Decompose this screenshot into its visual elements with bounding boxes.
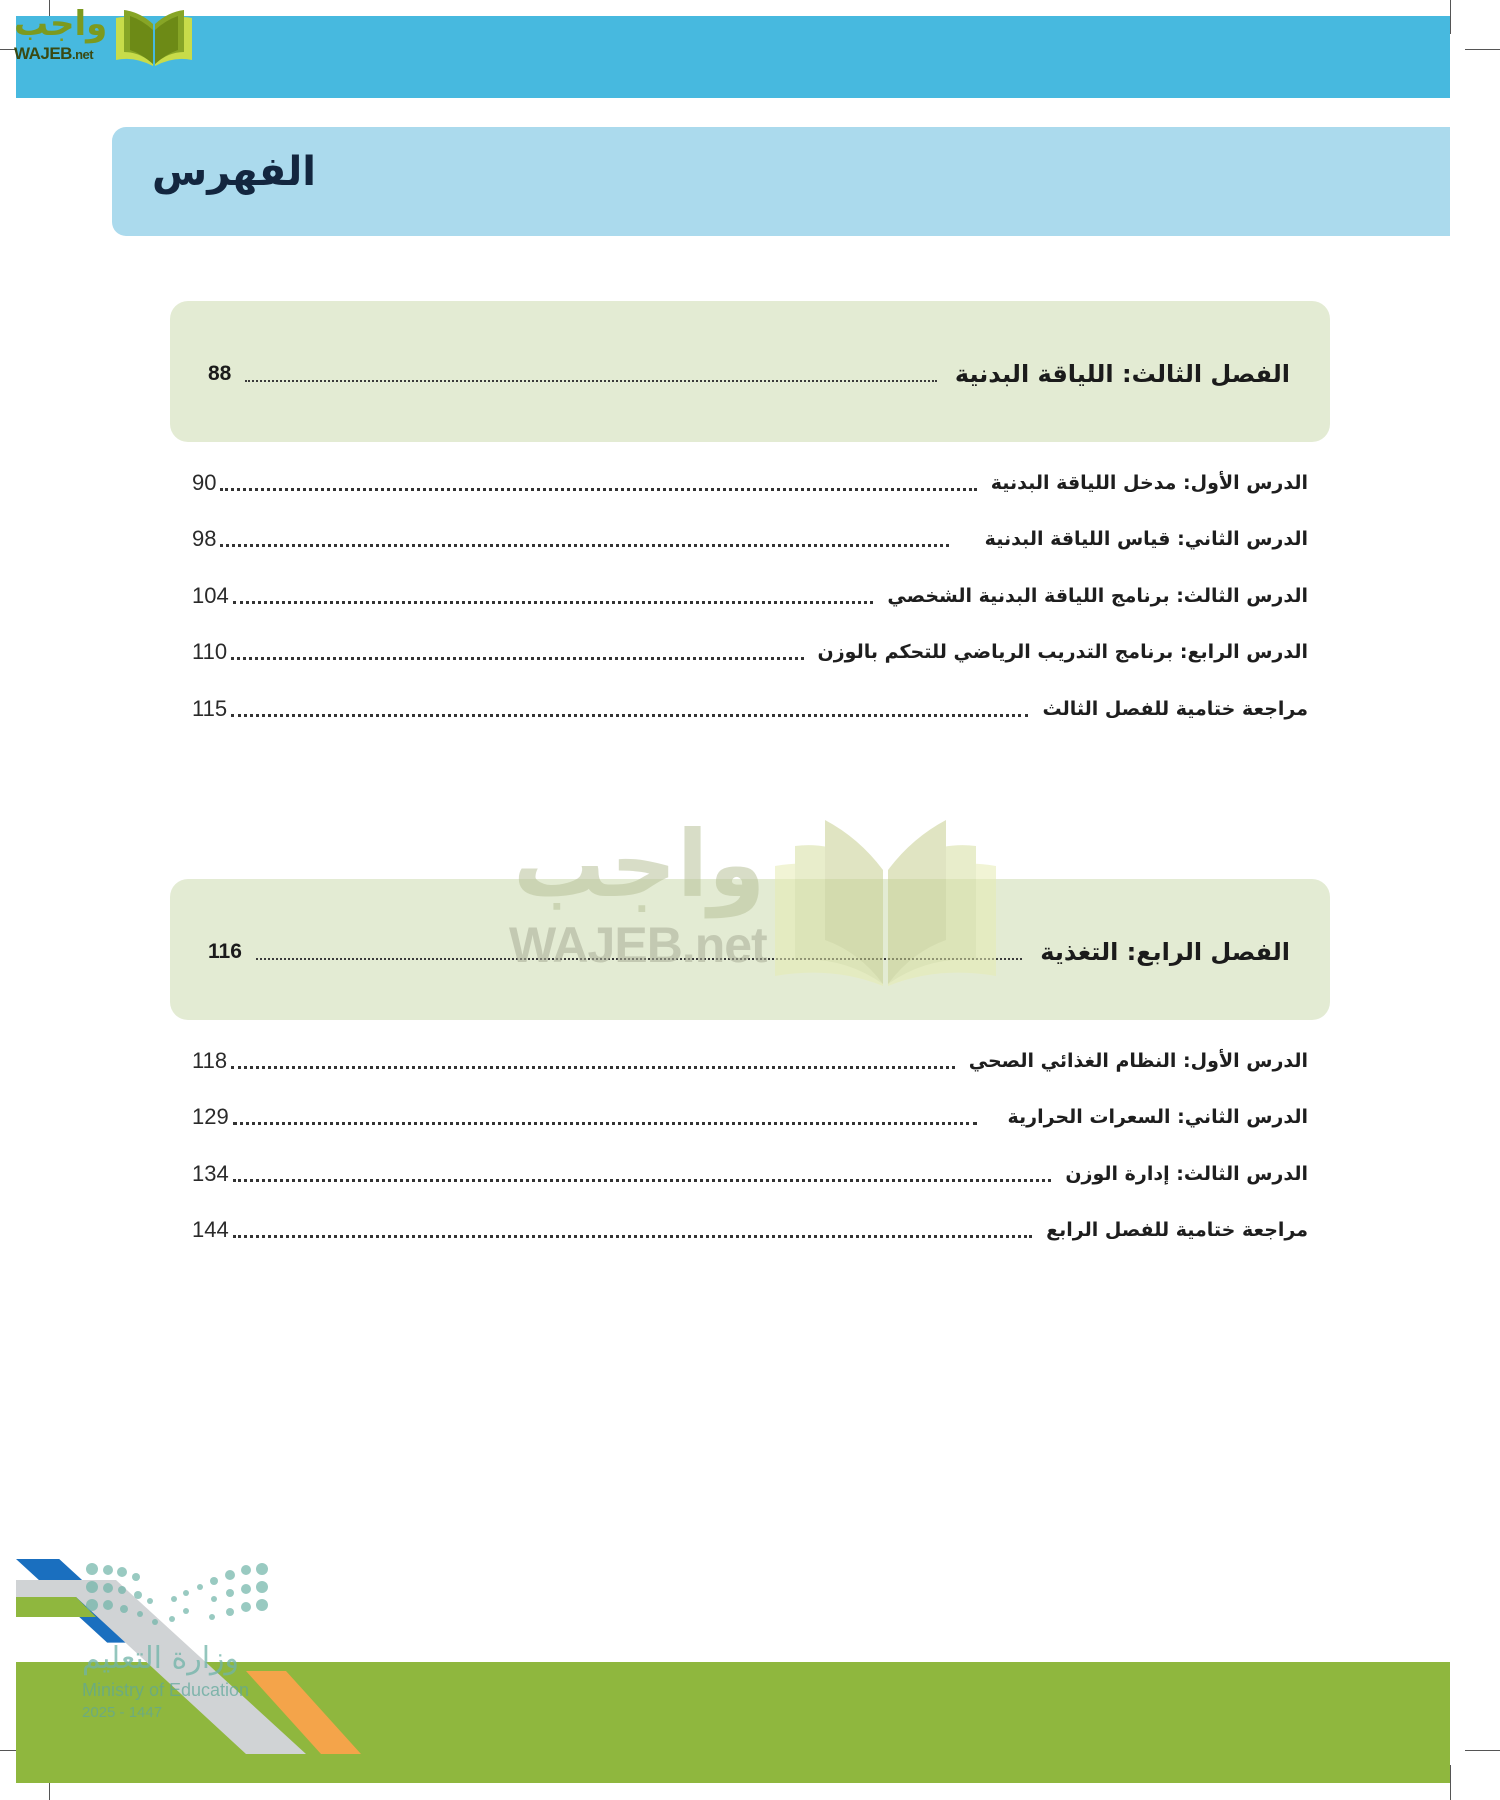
ministry-name-english: Ministry of Education [82, 1680, 250, 1700]
crop-mark [1465, 1750, 1500, 1751]
toc-entry-title: الدرس الثالث: برنامج اللياقة البدنية الشخصي [887, 585, 1308, 607]
chapter-title: الفصل الثالث: اللياقة البدنية [954, 360, 1290, 388]
toc-entry-title: مراجعة ختامية للفصل الرابع [1046, 1219, 1308, 1241]
dotted-leader [256, 958, 1022, 960]
dotted-leader [233, 1122, 978, 1125]
toc-entry-page: 134 [192, 1161, 229, 1186]
chapter-heading-3[interactable] [170, 301, 1330, 442]
page-header [112, 127, 1450, 236]
toc-entry-title: مراجعة ختامية للفصل الثالث [1042, 698, 1308, 720]
crop-mark [1450, 1765, 1451, 1800]
toc-entry-title: الدرس الثاني: قياس اللياقة البدنية [984, 528, 1308, 550]
crop-mark [1465, 49, 1500, 50]
chapter-page-number: 116 [208, 940, 242, 963]
dotted-leader [220, 488, 976, 491]
dotted-leader [233, 601, 874, 604]
chapter-heading-4[interactable] [170, 879, 1330, 1020]
ministry-name-arabic: وزارة التعليم [82, 1641, 240, 1676]
toc-entry-page: 98 [192, 526, 217, 551]
dotted-leader [245, 380, 937, 382]
watermark-arabic: واجب [513, 811, 766, 918]
dotted-leader [231, 714, 1028, 717]
dotted-leader [220, 544, 948, 547]
wajeb-logo[interactable] [10, 4, 200, 70]
toc-entry-page: 144 [192, 1217, 229, 1242]
brand-name-arabic: واجب [14, 4, 108, 44]
watermark-english: WAJEB.net [509, 917, 767, 973]
toc-entry[interactable] [192, 1044, 1308, 1078]
toc-entry-title: الدرس الأول: النظام الغذائي الصحي [968, 1050, 1308, 1072]
ministry-of-education-logo [16, 1557, 376, 1757]
toc-entry[interactable] [192, 1157, 1308, 1191]
ministry-year: 2025 - 1447 [82, 1704, 163, 1721]
toc-entry[interactable] [192, 522, 1308, 556]
dotted-leader [233, 1179, 1052, 1182]
toc-entry-page: 115 [192, 696, 228, 721]
toc-entry[interactable] [192, 692, 1308, 726]
dotted-leader [231, 1066, 955, 1069]
dotted-leader [231, 657, 803, 660]
brand-name-english: WAJEB.net [14, 44, 94, 63]
toc-entry-title: الدرس الثالث: إدارة الوزن [1065, 1163, 1308, 1185]
toc-entry[interactable] [192, 466, 1308, 500]
toc-entry[interactable] [192, 1213, 1308, 1247]
page-title: الفهرس [152, 149, 317, 195]
dotted-leader [233, 1235, 1032, 1238]
chapter-title: الفصل الرابع: التغذية [1040, 938, 1290, 966]
toc-entry-page: 118 [192, 1048, 228, 1073]
toc-entry-page: 104 [192, 583, 229, 608]
toc-entry-page: 110 [192, 639, 228, 664]
toc-entry[interactable] [192, 635, 1308, 669]
toc-entry-title: الدرس الرابع: برنامج التدريب الرياضي للتحكم بالوزن [817, 641, 1308, 663]
chapter-page-number: 88 [208, 362, 232, 385]
toc-entry[interactable] [192, 1100, 1308, 1134]
top-banner [16, 16, 1450, 98]
toc-entry[interactable] [192, 579, 1308, 613]
toc-entry-title: الدرس الثاني: السعرات الحرارية [1007, 1106, 1308, 1128]
toc-entry-title: الدرس الأول: مدخل اللياقة البدنية [990, 472, 1308, 494]
toc-entry-page: 129 [192, 1104, 229, 1129]
toc-entry-page: 90 [192, 470, 217, 495]
open-book-icon [110, 6, 198, 68]
crop-mark [1450, 0, 1451, 34]
